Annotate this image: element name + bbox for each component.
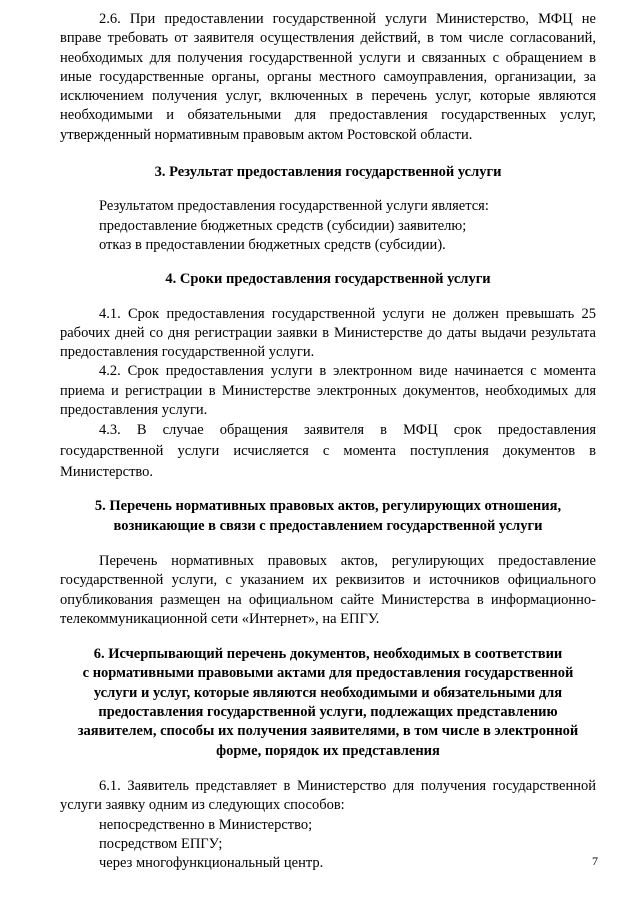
list-item: непосредственно в Министерство; (99, 816, 313, 833)
section-6-heading-line-5: заявителем, способы их получения заявителями, в том числе в электронной (77, 723, 579, 740)
page-number: 7 (592, 854, 598, 868)
section-3-body (60, 197, 596, 255)
section-6-heading-line-4: предоставления государственной услуги, подлежащих представлению (98, 704, 558, 721)
paragraph-4-3: 4.3. В случае обращения заявителя в МФЦ срок предоставления государственной услуги исчисляется с момента поступления документов в Министерство. (60, 422, 596, 481)
section-6-heading-line-3: услуги и услуг, которые являются необходимыми и обязательными для (93, 684, 563, 701)
paragraph-4-2: 4.2. Срок предоставления услуги в электронном виде начинается с момента приема и регистрации в Министерстве электронных документов, необходимых для предоставления услуги. (60, 363, 596, 419)
section-4-body (60, 305, 596, 484)
paragraph-4-1: 4.1. Срок предоставления государственной услуги не должен превышать 25 рабочих дней со дня регистрации заявки в Министерстве до даты выдачи результата предоставления государственной услуги. (60, 305, 596, 361)
paragraph-2-6: 2.6. При предоставлении государственной услуги Министерство, МФЦ не вправе требовать от заявителя осуществления действий, в том числе согласований, необходимых для получения государственной услуги и связанных с обращением в иные государственные органы, органы местного самоуправления, организации, за исключением получения услуг, включенных в перечень услуг, которые являются необходимыми и обязательными для предоставления государственных услуг, утвержденный нормативным правовым актом Ростовской области. (60, 11, 596, 143)
section-6-list (60, 816, 596, 874)
paragraph-5-1: Перечень нормативных правовых актов, регулирующих предоставление государственной услуги, с указанием их реквизитов и источников официального опубликования размещен на официальном сайте Министерства в информационно-телекоммуникационной сети «Интернет», на ЕПГУ. (60, 552, 596, 627)
section-6-heading-line-1: 6. Исчерпывающий перечень документов, необходимых в соответствии (93, 646, 563, 663)
section-4-heading: 4. Сроки предоставления государственной услуги (165, 271, 491, 288)
list-item: посредством ЕПГУ; (99, 835, 223, 852)
document-page (60, 10, 596, 873)
section-3-line-2: предоставление бюджетных средств (субсидии) заявителю; (99, 217, 467, 234)
section-5-heading (60, 497, 596, 536)
section-6-heading (60, 645, 596, 761)
paragraph-6-1: 6.1. Заявитель представляет в Министерство для получения государственной услуги заявку одним из следующих способов: (60, 777, 596, 814)
section-5-heading-line-1: 5. Перечень нормативных правовых актов, регулирующих отношения, (94, 498, 562, 515)
section-6-heading-line-6: форме, порядок их представления (216, 742, 440, 759)
section-3-line-1: Результатом предоставления государственной услуги является: (99, 198, 489, 215)
list-item: через многофункциональный центр. (99, 855, 324, 872)
section-3-line-3: отказ в предоставлении бюджетных средств (субсидии). (99, 236, 446, 253)
section-6-heading-line-2: с нормативными правовыми актами для предоставления государственной (82, 665, 574, 682)
section-3-heading: 3. Результат предоставления государственной услуги (154, 164, 502, 181)
section-5-heading-line-2: возникающие в связи с предоставлением государственной услуги (113, 517, 543, 534)
